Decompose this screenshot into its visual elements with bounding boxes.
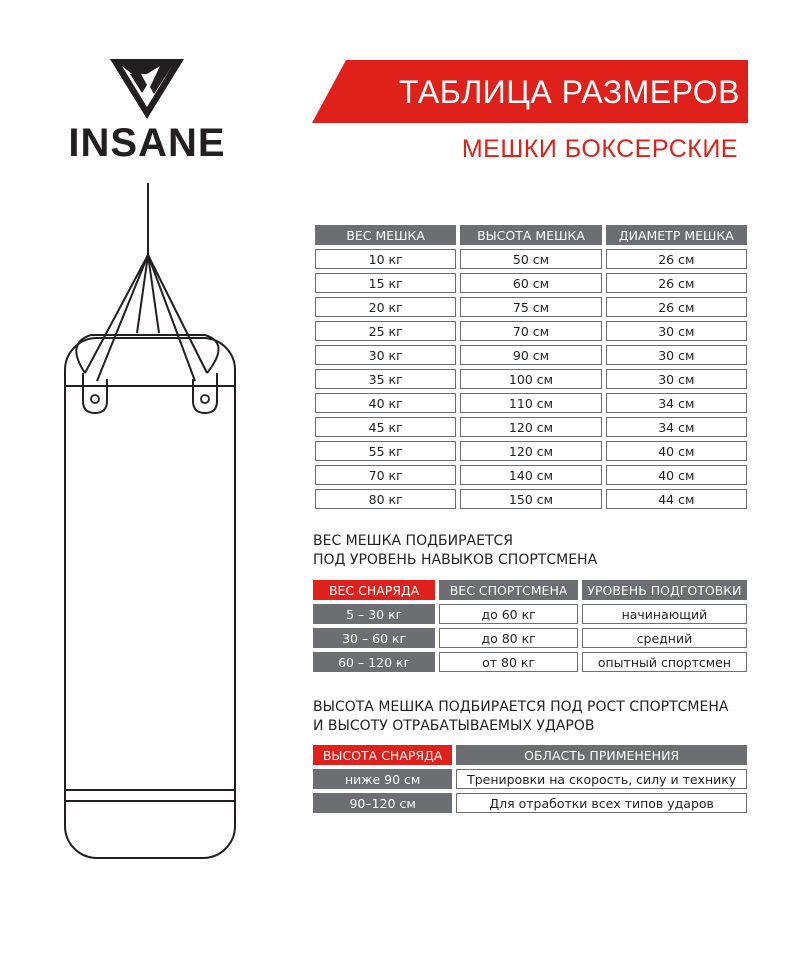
- table-row: [315, 297, 747, 317]
- header-equipment-height: ВЫСОТА СНАРЯДА: [313, 745, 452, 765]
- bag-diameter-cell: 26 см: [606, 249, 747, 269]
- bag-weight-cell: 55 кг: [315, 441, 456, 461]
- bag-diameter-cell: 34 см: [606, 393, 747, 413]
- bag-weight-cell: 80 кг: [315, 489, 456, 509]
- equipment-height-cell: ниже 90 см: [313, 769, 452, 789]
- table-row: [313, 769, 747, 789]
- bag-diameter-cell: 40 см: [606, 441, 747, 461]
- weight-level-table: [309, 576, 751, 676]
- equipment-weight-cell: 60 – 120 кг: [313, 652, 435, 672]
- height-selection-note: [313, 698, 728, 736]
- bag-diameter-cell: 30 см: [606, 369, 747, 389]
- training-level-cell: средний: [582, 628, 747, 648]
- table-row: [315, 345, 747, 365]
- bag-weight-cell: 10 кг: [315, 249, 456, 269]
- weight-selection-note: [313, 532, 597, 570]
- training-level-cell: опытный спортсмен: [582, 652, 747, 672]
- bag-height-cell: 75 см: [460, 297, 601, 317]
- table-row: [315, 249, 747, 269]
- bag-height-cell: 120 см: [460, 441, 601, 461]
- bag-weight-cell: 45 кг: [315, 417, 456, 437]
- height-usage-table: [309, 741, 751, 817]
- table-row: [315, 369, 747, 389]
- bag-height-cell: 120 см: [460, 417, 601, 437]
- note-line: ВЕС МЕШКА ПОДБИРАЕТСЯ: [313, 533, 514, 549]
- bag-weight-cell: 25 кг: [315, 321, 456, 341]
- bag-weight-cell: 40 кг: [315, 393, 456, 413]
- application-area-cell: Для отработки всех типов ударов: [456, 793, 747, 813]
- table-row: [313, 652, 747, 672]
- bag-diameter-cell: 34 см: [606, 417, 747, 437]
- insane-logo-icon: [108, 57, 186, 121]
- equipment-weight-cell: 5 – 30 кг: [313, 604, 435, 624]
- training-level-cell: начинающий: [582, 604, 747, 624]
- bag-height-cell: 70 см: [460, 321, 601, 341]
- table-row: [315, 393, 747, 413]
- note-line: ПОД УРОВЕНЬ НАВЫКОВ СПОРТСМЕНА: [313, 552, 598, 568]
- header-bag-weight: ВЕС МЕШКА: [315, 225, 456, 245]
- page-title: ТАБЛИЦА РАЗМЕРОВ: [398, 74, 740, 110]
- bag-weight-cell: 35 кг: [315, 369, 456, 389]
- bag-height-cell: 140 см: [460, 465, 601, 485]
- header-athlete-weight: ВЕС СПОРТСМЕНА: [439, 580, 578, 600]
- table-header-row: [313, 745, 747, 765]
- bag-height-cell: 110 см: [460, 393, 601, 413]
- header-bag-height: ВЫСОТА МЕШКА: [460, 225, 601, 245]
- bag-height-cell: 100 см: [460, 369, 601, 389]
- table-row: [315, 417, 747, 437]
- table-row: [315, 465, 747, 485]
- bag-diameter-cell: 40 см: [606, 465, 747, 485]
- size-table: [311, 221, 751, 513]
- table-header-row: [313, 580, 747, 600]
- bag-weight-cell: 20 кг: [315, 297, 456, 317]
- table-header-row: [315, 225, 747, 245]
- bag-height-cell: 150 см: [460, 489, 601, 509]
- equipment-height-cell: 90–120 см: [313, 793, 452, 813]
- header-equipment-weight: ВЕС СНАРЯДА: [313, 580, 435, 600]
- header-training-level: УРОВЕНЬ ПОДГОТОВКИ: [582, 580, 747, 600]
- bag-height-cell: 60 см: [460, 273, 601, 293]
- table-row: [315, 273, 747, 293]
- table-row: [315, 321, 747, 341]
- bag-diameter-cell: 26 см: [606, 273, 747, 293]
- table-row: [315, 489, 747, 509]
- bag-diameter-cell: 44 см: [606, 489, 747, 509]
- note-line: И ВЫСОТУ ОТРАБАТЫВАЕМЫХ УДАРОВ: [313, 718, 595, 734]
- header-bag-diameter: ДИАМЕТР МЕШКА: [606, 225, 747, 245]
- athlete-weight-cell: до 60 кг: [439, 604, 578, 624]
- punching-bag-illustration: [55, 183, 245, 873]
- table-row: [313, 793, 747, 813]
- application-area-cell: Тренировки на скорость, силу и технику: [456, 769, 747, 789]
- athlete-weight-cell: до 80 кг: [439, 628, 578, 648]
- table-row: [313, 628, 747, 648]
- table-row: [315, 441, 747, 461]
- brand-logo-text: INSANE: [68, 121, 226, 165]
- note-line: ВЫСОТА МЕШКА ПОДБИРАЕТСЯ ПОД РОСТ СПОРТСМЕНА: [313, 699, 729, 715]
- page-subtitle: МЕШКИ БОКСЕРСКИЕ: [461, 135, 738, 163]
- bag-diameter-cell: 30 см: [606, 345, 747, 365]
- athlete-weight-cell: от 80 кг: [439, 652, 578, 672]
- bag-height-cell: 50 см: [460, 249, 601, 269]
- bag-height-cell: 90 см: [460, 345, 601, 365]
- header-application-area: ОБЛАСТЬ ПРИМЕНЕНИЯ: [456, 745, 747, 765]
- bag-weight-cell: 30 кг: [315, 345, 456, 365]
- bag-diameter-cell: 30 см: [606, 321, 747, 341]
- bag-weight-cell: 70 кг: [315, 465, 456, 485]
- bag-diameter-cell: 26 см: [606, 297, 747, 317]
- table-row: [313, 604, 747, 624]
- bag-weight-cell: 15 кг: [315, 273, 456, 293]
- equipment-weight-cell: 30 – 60 кг: [313, 628, 435, 648]
